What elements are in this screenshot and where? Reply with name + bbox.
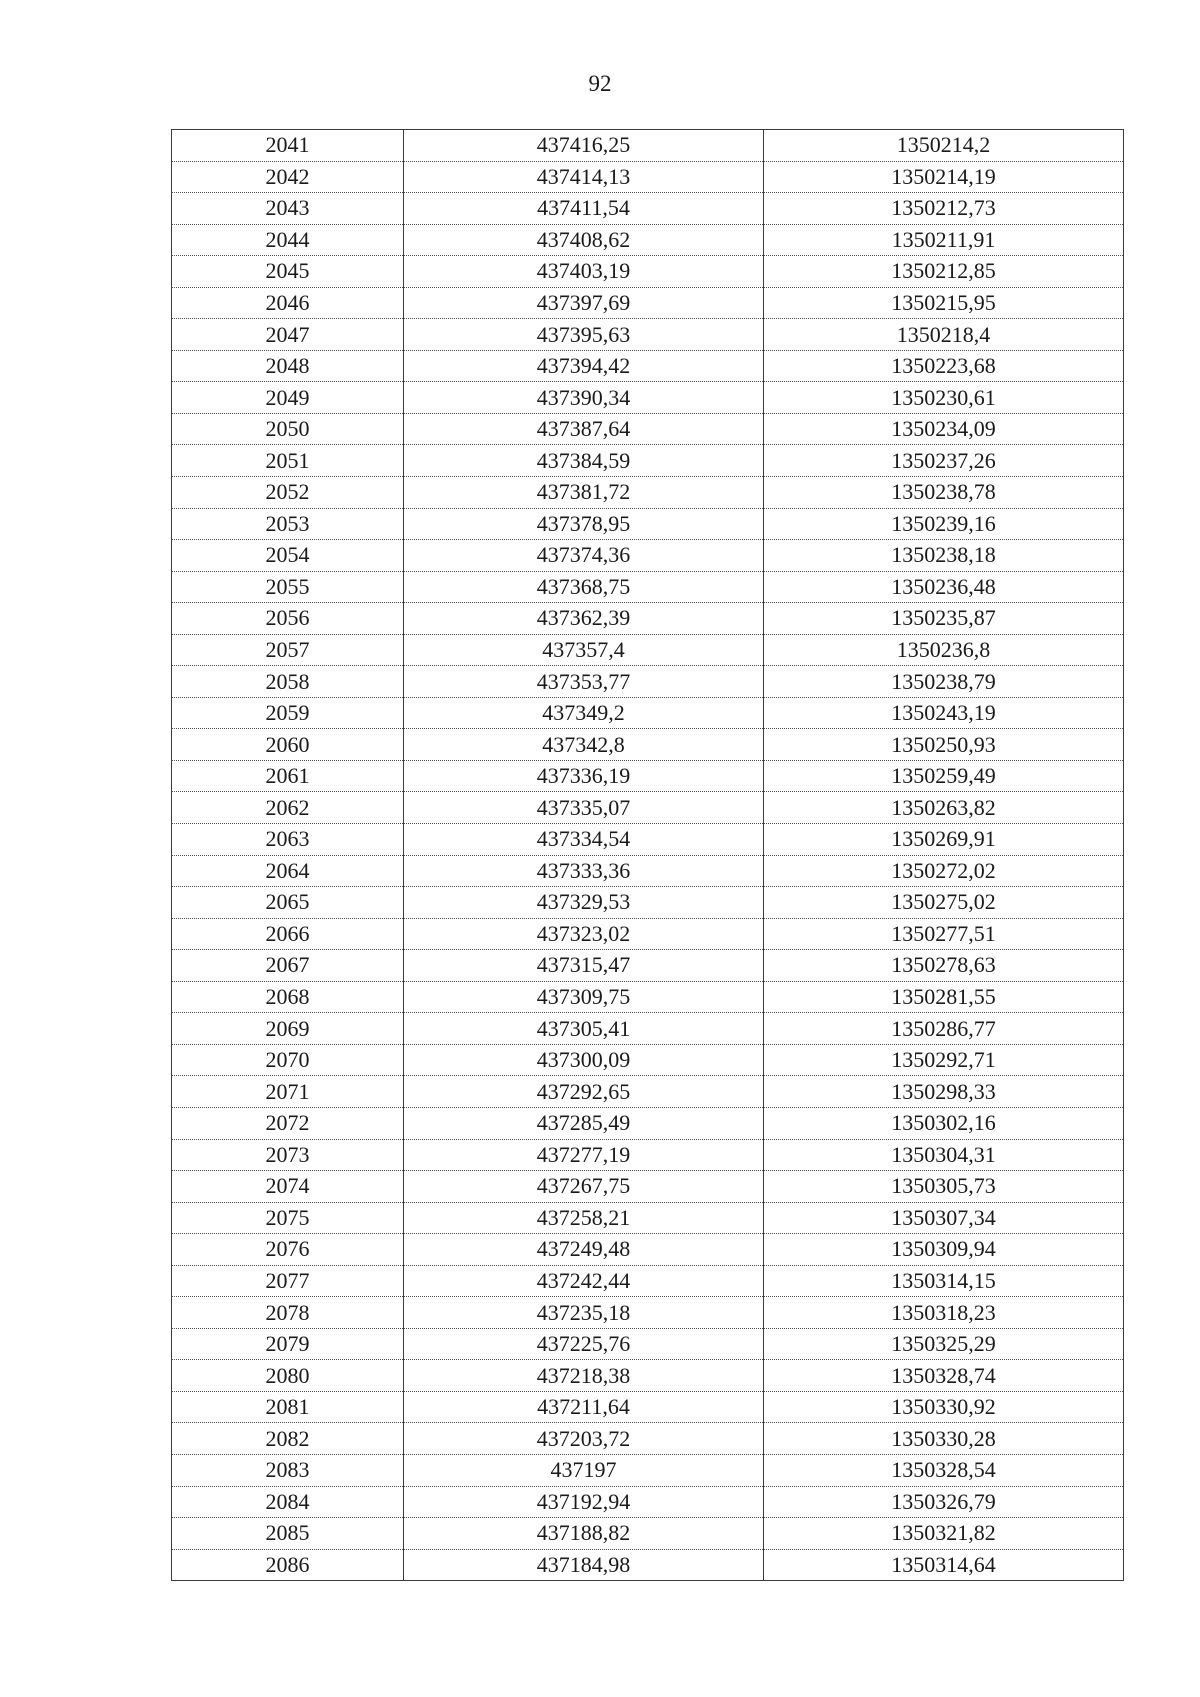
point-number-cell: 2086 xyxy=(172,1549,404,1581)
point-number-cell: 2066 xyxy=(172,918,404,950)
y-coordinate-cell: 1350259,49 xyxy=(764,760,1124,792)
point-number-cell: 2065 xyxy=(172,887,404,919)
table-row xyxy=(172,1423,1124,1455)
point-number-cell: 2051 xyxy=(172,445,404,477)
table-row xyxy=(172,1139,1124,1171)
y-coordinate-cell: 1350307,34 xyxy=(764,1202,1124,1234)
table-row xyxy=(172,981,1124,1013)
table-row xyxy=(172,697,1124,729)
table-row xyxy=(172,224,1124,256)
x-coordinate-cell: 437329,53 xyxy=(404,887,764,919)
point-number-cell: 2063 xyxy=(172,824,404,856)
x-coordinate-cell: 437323,02 xyxy=(404,918,764,950)
table-row xyxy=(172,477,1124,509)
table-row xyxy=(172,792,1124,824)
point-number-cell: 2085 xyxy=(172,1518,404,1550)
point-number-cell: 2070 xyxy=(172,1044,404,1076)
point-number-cell: 2044 xyxy=(172,224,404,256)
y-coordinate-cell: 1350212,85 xyxy=(764,256,1124,288)
y-coordinate-cell: 1350328,54 xyxy=(764,1454,1124,1486)
y-coordinate-cell: 1350212,73 xyxy=(764,193,1124,225)
table-row xyxy=(172,1202,1124,1234)
y-coordinate-cell: 1350328,74 xyxy=(764,1360,1124,1392)
table-row xyxy=(172,918,1124,950)
point-number-cell: 2053 xyxy=(172,508,404,540)
y-coordinate-cell: 1350272,02 xyxy=(764,855,1124,887)
x-coordinate-cell: 437403,19 xyxy=(404,256,764,288)
table-row xyxy=(172,887,1124,919)
table-row xyxy=(172,193,1124,225)
y-coordinate-cell: 1350275,02 xyxy=(764,887,1124,919)
table-row xyxy=(172,256,1124,288)
x-coordinate-cell: 437333,36 xyxy=(404,855,764,887)
y-coordinate-cell: 1350234,09 xyxy=(764,413,1124,445)
x-coordinate-cell: 437414,13 xyxy=(404,161,764,193)
table-row xyxy=(172,950,1124,982)
y-coordinate-cell: 1350223,68 xyxy=(764,350,1124,382)
x-coordinate-cell: 437411,54 xyxy=(404,193,764,225)
x-coordinate-cell: 437349,2 xyxy=(404,697,764,729)
y-coordinate-cell: 1350292,71 xyxy=(764,1044,1124,1076)
x-coordinate-cell: 437362,39 xyxy=(404,603,764,635)
y-coordinate-cell: 1350250,93 xyxy=(764,729,1124,761)
x-coordinate-cell: 437211,64 xyxy=(404,1391,764,1423)
x-coordinate-cell: 437192,94 xyxy=(404,1486,764,1518)
table-row xyxy=(172,855,1124,887)
point-number-cell: 2076 xyxy=(172,1234,404,1266)
x-coordinate-cell: 437416,25 xyxy=(404,130,764,162)
x-coordinate-cell: 437335,07 xyxy=(404,792,764,824)
point-number-cell: 2078 xyxy=(172,1297,404,1329)
y-coordinate-cell: 1350238,79 xyxy=(764,666,1124,698)
point-number-cell: 2057 xyxy=(172,634,404,666)
y-coordinate-cell: 1350214,19 xyxy=(764,161,1124,193)
point-number-cell: 2061 xyxy=(172,760,404,792)
y-coordinate-cell: 1350321,82 xyxy=(764,1518,1124,1550)
y-coordinate-cell: 1350325,29 xyxy=(764,1328,1124,1360)
table-row xyxy=(172,1013,1124,1045)
point-number-cell: 2045 xyxy=(172,256,404,288)
y-coordinate-cell: 1350230,61 xyxy=(764,382,1124,414)
x-coordinate-cell: 437395,63 xyxy=(404,319,764,351)
point-number-cell: 2060 xyxy=(172,729,404,761)
table-row xyxy=(172,1265,1124,1297)
y-coordinate-cell: 1350237,26 xyxy=(764,445,1124,477)
x-coordinate-cell: 437336,19 xyxy=(404,760,764,792)
x-coordinate-cell: 437267,75 xyxy=(404,1171,764,1203)
point-number-cell: 2050 xyxy=(172,413,404,445)
point-number-cell: 2073 xyxy=(172,1139,404,1171)
table-row xyxy=(172,319,1124,351)
y-coordinate-cell: 1350235,87 xyxy=(764,603,1124,635)
y-coordinate-cell: 1350286,77 xyxy=(764,1013,1124,1045)
x-coordinate-cell: 437235,18 xyxy=(404,1297,764,1329)
x-coordinate-cell: 437285,49 xyxy=(404,1107,764,1139)
x-coordinate-cell: 437225,76 xyxy=(404,1328,764,1360)
x-coordinate-cell: 437188,82 xyxy=(404,1518,764,1550)
coordinates-table-body xyxy=(172,130,1124,1581)
x-coordinate-cell: 437334,54 xyxy=(404,824,764,856)
table-row xyxy=(172,1549,1124,1581)
x-coordinate-cell: 437277,19 xyxy=(404,1139,764,1171)
table-row xyxy=(172,445,1124,477)
y-coordinate-cell: 1350215,95 xyxy=(764,287,1124,319)
table-row xyxy=(172,1360,1124,1392)
table-row xyxy=(172,1454,1124,1486)
point-number-cell: 2069 xyxy=(172,1013,404,1045)
table-row xyxy=(172,1076,1124,1108)
point-number-cell: 2068 xyxy=(172,981,404,1013)
y-coordinate-cell: 1350314,15 xyxy=(764,1265,1124,1297)
x-coordinate-cell: 437408,62 xyxy=(404,224,764,256)
table-row xyxy=(172,603,1124,635)
y-coordinate-cell: 1350214,2 xyxy=(764,130,1124,162)
x-coordinate-cell: 437387,64 xyxy=(404,413,764,445)
point-number-cell: 2062 xyxy=(172,792,404,824)
x-coordinate-cell: 437218,38 xyxy=(404,1360,764,1392)
point-number-cell: 2047 xyxy=(172,319,404,351)
table-row xyxy=(172,1518,1124,1550)
point-number-cell: 2077 xyxy=(172,1265,404,1297)
table-row xyxy=(172,1044,1124,1076)
x-coordinate-cell: 437292,65 xyxy=(404,1076,764,1108)
table-row xyxy=(172,1486,1124,1518)
point-number-cell: 2072 xyxy=(172,1107,404,1139)
y-coordinate-cell: 1350314,64 xyxy=(764,1549,1124,1581)
x-coordinate-cell: 437384,59 xyxy=(404,445,764,477)
y-coordinate-cell: 1350239,16 xyxy=(764,508,1124,540)
x-coordinate-cell: 437305,41 xyxy=(404,1013,764,1045)
point-number-cell: 2081 xyxy=(172,1391,404,1423)
y-coordinate-cell: 1350330,28 xyxy=(764,1423,1124,1455)
x-coordinate-cell: 437203,72 xyxy=(404,1423,764,1455)
point-number-cell: 2042 xyxy=(172,161,404,193)
point-number-cell: 2054 xyxy=(172,540,404,572)
x-coordinate-cell: 437242,44 xyxy=(404,1265,764,1297)
y-coordinate-cell: 1350305,73 xyxy=(764,1171,1124,1203)
table-row xyxy=(172,382,1124,414)
x-coordinate-cell: 437258,21 xyxy=(404,1202,764,1234)
table-row xyxy=(172,1328,1124,1360)
x-coordinate-cell: 437184,98 xyxy=(404,1549,764,1581)
y-coordinate-cell: 1350298,33 xyxy=(764,1076,1124,1108)
x-coordinate-cell: 437397,69 xyxy=(404,287,764,319)
point-number-cell: 2082 xyxy=(172,1423,404,1455)
point-number-cell: 2074 xyxy=(172,1171,404,1203)
y-coordinate-cell: 1350263,82 xyxy=(764,792,1124,824)
table-row xyxy=(172,760,1124,792)
point-number-cell: 2041 xyxy=(172,130,404,162)
point-number-cell: 2067 xyxy=(172,950,404,982)
x-coordinate-cell: 437357,4 xyxy=(404,634,764,666)
y-coordinate-cell: 1350277,51 xyxy=(764,918,1124,950)
point-number-cell: 2083 xyxy=(172,1454,404,1486)
y-coordinate-cell: 1350326,79 xyxy=(764,1486,1124,1518)
y-coordinate-cell: 1350236,48 xyxy=(764,571,1124,603)
x-coordinate-cell: 437197 xyxy=(404,1454,764,1486)
y-coordinate-cell: 1350243,19 xyxy=(764,697,1124,729)
point-number-cell: 2049 xyxy=(172,382,404,414)
x-coordinate-cell: 437390,34 xyxy=(404,382,764,414)
table-row xyxy=(172,161,1124,193)
table-row xyxy=(172,571,1124,603)
x-coordinate-cell: 437368,75 xyxy=(404,571,764,603)
y-coordinate-cell: 1350302,16 xyxy=(764,1107,1124,1139)
point-number-cell: 2080 xyxy=(172,1360,404,1392)
table-row xyxy=(172,287,1124,319)
point-number-cell: 2052 xyxy=(172,477,404,509)
point-number-cell: 2046 xyxy=(172,287,404,319)
table-row xyxy=(172,1234,1124,1266)
table-row xyxy=(172,130,1124,162)
y-coordinate-cell: 1350238,78 xyxy=(764,477,1124,509)
table-row xyxy=(172,729,1124,761)
x-coordinate-cell: 437378,95 xyxy=(404,508,764,540)
table-row xyxy=(172,413,1124,445)
point-number-cell: 2055 xyxy=(172,571,404,603)
point-number-cell: 2075 xyxy=(172,1202,404,1234)
point-number-cell: 2079 xyxy=(172,1328,404,1360)
x-coordinate-cell: 437353,77 xyxy=(404,666,764,698)
y-coordinate-cell: 1350309,94 xyxy=(764,1234,1124,1266)
x-coordinate-cell: 437374,36 xyxy=(404,540,764,572)
y-coordinate-cell: 1350281,55 xyxy=(764,981,1124,1013)
point-number-cell: 2059 xyxy=(172,697,404,729)
y-coordinate-cell: 1350330,92 xyxy=(764,1391,1124,1423)
table-row xyxy=(172,824,1124,856)
table-row xyxy=(172,540,1124,572)
table-row xyxy=(172,1171,1124,1203)
y-coordinate-cell: 1350269,91 xyxy=(764,824,1124,856)
point-number-cell: 2084 xyxy=(172,1486,404,1518)
point-number-cell: 2064 xyxy=(172,855,404,887)
y-coordinate-cell: 1350236,8 xyxy=(764,634,1124,666)
table-row xyxy=(172,1391,1124,1423)
x-coordinate-cell: 437394,42 xyxy=(404,350,764,382)
point-number-cell: 2071 xyxy=(172,1076,404,1108)
table-row xyxy=(172,666,1124,698)
table-row xyxy=(172,1107,1124,1139)
x-coordinate-cell: 437315,47 xyxy=(404,950,764,982)
x-coordinate-cell: 437249,48 xyxy=(404,1234,764,1266)
y-coordinate-cell: 1350238,18 xyxy=(764,540,1124,572)
point-number-cell: 2056 xyxy=(172,603,404,635)
table-row xyxy=(172,508,1124,540)
y-coordinate-cell: 1350278,63 xyxy=(764,950,1124,982)
coordinates-table xyxy=(171,129,1124,1581)
table-row xyxy=(172,634,1124,666)
x-coordinate-cell: 437300,09 xyxy=(404,1044,764,1076)
table-row xyxy=(172,1297,1124,1329)
point-number-cell: 2058 xyxy=(172,666,404,698)
x-coordinate-cell: 437309,75 xyxy=(404,981,764,1013)
y-coordinate-cell: 1350304,31 xyxy=(764,1139,1124,1171)
page-number: 92 xyxy=(588,71,612,96)
point-number-cell: 2043 xyxy=(172,193,404,225)
table-row xyxy=(172,350,1124,382)
y-coordinate-cell: 1350218,4 xyxy=(764,319,1124,351)
point-number-cell: 2048 xyxy=(172,350,404,382)
x-coordinate-cell: 437381,72 xyxy=(404,477,764,509)
y-coordinate-cell: 1350211,91 xyxy=(764,224,1124,256)
y-coordinate-cell: 1350318,23 xyxy=(764,1297,1124,1329)
x-coordinate-cell: 437342,8 xyxy=(404,729,764,761)
